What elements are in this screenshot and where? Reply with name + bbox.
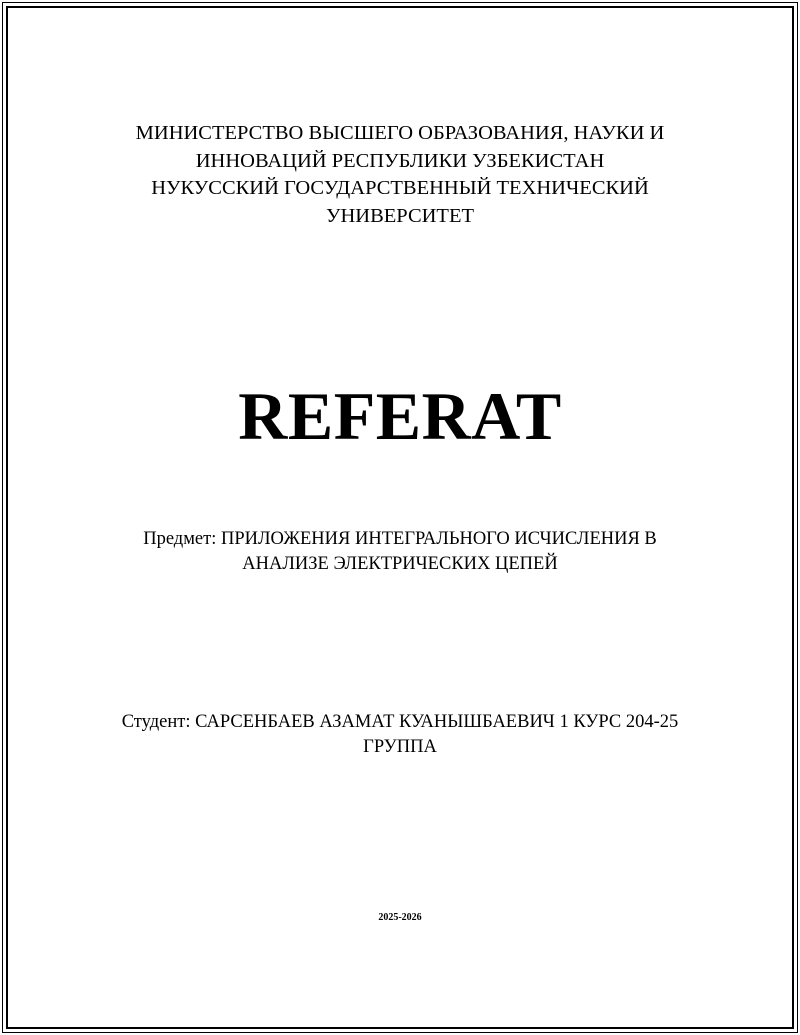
student-line-1: Студент: САРСЕНБАЕВ АЗАМАТ КУАНЫШБАЕВИЧ 1 КУРС 204-25	[121, 712, 679, 732]
academic-year: 2025-2026	[378, 912, 422, 923]
student-block	[0, 710, 800, 759]
subject-line-1: Предмет: ПРИЛОЖЕНИЯ ИНТЕГРАЛЬНОГО ИСЧИСЛЕНИЯ В	[143, 529, 657, 549]
header-line-4: УНИВЕРСИТЕТ	[325, 204, 474, 227]
student-line-2: ГРУППА	[363, 736, 437, 757]
header-line-2: ИННОВАЦИЙ РЕСПУБЛИКИ УЗБЕКИСТАН	[195, 149, 605, 172]
subject-line-2: АНАЛИЗЕ ЭЛЕКТРИЧЕСКИХ ЦЕПЕЙ	[242, 553, 558, 574]
header-line-3: НУКУССКИЙ ГОСУДАРСТВЕННЫЙ ТЕХНИЧЕСКИЙ	[151, 177, 649, 199]
institution-header	[0, 120, 800, 230]
header-line-1: МИНИСТЕРСТВО ВЫСШЕГО ОБРАЗОВАНИЯ, НАУКИ И	[135, 122, 665, 144]
subject-block	[0, 527, 800, 576]
document-title: REFERAT	[238, 378, 562, 454]
